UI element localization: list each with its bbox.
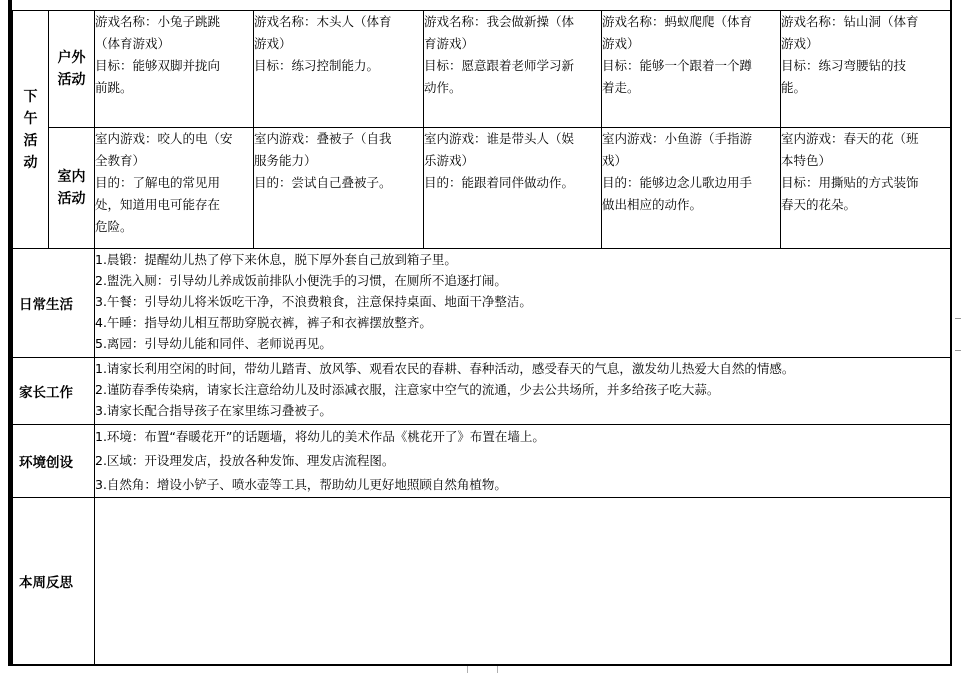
outdoor-game-cell (95, 11, 254, 128)
reflection-label: 本周反思 (13, 498, 95, 665)
list-item: 3.自然角：增设小铲子、喷水壶等工具，帮助幼儿更好地照顾自然角植物。 (95, 477, 507, 492)
indoor-game-cell (781, 128, 951, 249)
cell-line: 目标：用撕贴的方式装饰 (781, 175, 919, 190)
outdoor-game-cell (254, 11, 424, 128)
cell-line: 游戏） (602, 36, 640, 51)
reflection-row (13, 498, 951, 665)
label-char: 活 (23, 132, 38, 149)
cell-line: 前跳。 (95, 80, 133, 95)
cell-line: 游戏名称：蚂蚁爬爬（体育 (602, 14, 753, 29)
outdoor-game-cell (602, 11, 781, 128)
label-line: 户外 (57, 50, 86, 66)
label-line: 活动 (57, 191, 86, 207)
cell-line: 服务能力） (254, 153, 317, 168)
outdoor-activities-row (13, 11, 951, 128)
cell-line: 室内游戏：春天的花（班 (781, 131, 919, 146)
list-item: 1.环境：布置“春暖花开”的话题墙，将幼儿的美术作品《桃花开了》布置在墙上。 (95, 429, 545, 444)
indoor-game-cell (95, 128, 254, 249)
indoor-game-cell (424, 128, 602, 249)
cell-line: 动作。 (424, 80, 462, 95)
label-char: 动 (23, 154, 38, 171)
cell-line: 目标：练习弯腰钻的技 (781, 58, 907, 73)
cell-line: 能。 (781, 80, 807, 95)
list-item: 4.午睡：指导幼儿相互帮助穿脱衣裤，裤子和衣裤摆放整齐。 (95, 315, 432, 330)
list-item: 2.盥洗入厕：引导幼儿养成饭前排队小便洗手的习惯，在厕所不追逐打闹。 (95, 273, 507, 288)
outdoor-game-cell (781, 11, 951, 128)
cell-line: 游戏） (254, 36, 292, 51)
cell-line: 室内游戏：咬人的电（安 (95, 131, 233, 146)
margin-tick-mark (955, 350, 961, 351)
margin-tick-mark (955, 318, 961, 319)
cell-line: 室内游戏：叠被子（自我 (254, 131, 392, 146)
label-line: 活动 (57, 72, 86, 88)
list-item: 3.午餐：引导幼儿将米饭吃干净，不浪费粮食，注意保持桌面、地面干净整洁。 (95, 294, 532, 309)
cell-line: 游戏名称：木头人（体育 (254, 14, 392, 29)
environment-list (95, 425, 951, 498)
indoor-activities-label (49, 128, 95, 249)
afternoon-activities-label (13, 11, 49, 249)
list-item: 2.区域：开设理发店，投放各种发饰、理发店流程图。 (95, 453, 395, 468)
environment-label: 环境创设 (13, 425, 95, 498)
cell-line: 戏） (602, 153, 628, 168)
label-char: 午 (23, 110, 38, 127)
cell-line: 游戏名称：钻山洞（体育 (781, 14, 919, 29)
environment-row (13, 425, 951, 498)
cell-line: 目标：能够双脚并拢向 (95, 58, 221, 73)
cell-line: 着走。 (602, 80, 640, 95)
cell-line: 处，知道用电可能存在 (95, 197, 221, 212)
indoor-activities-row (13, 128, 951, 249)
weekly-plan-table (12, 10, 951, 665)
reflection-content[interactable] (95, 498, 951, 665)
list-item: 3.请家长配合指导孩子在家里练习叠被子。 (95, 403, 332, 418)
cell-line: 游戏名称：我会做新操（体 (424, 14, 575, 29)
cell-line: 目的：尝试自己叠被子。 (254, 175, 392, 190)
cell-line: 目标：能够一个跟着一个蹲 (602, 58, 753, 73)
cell-line: 室内游戏：小鱼游（手指游 (602, 131, 753, 146)
outdoor-activities-label (49, 11, 95, 128)
cell-line: （体育游戏） (95, 36, 171, 51)
cell-line: 全教育） (95, 153, 146, 168)
cell-line: 春天的花朵。 (781, 197, 857, 212)
list-item: 1.请家长利用空闲的时间，带幼儿踏青、放风筝、观看农民的春耕、春种活动，感受春天的气息，激发幼儿热爱大自然的情感。 (95, 361, 795, 376)
list-item: 5.离园：引导幼儿能和同伴、老师说再见。 (95, 336, 332, 351)
label-line: 室内 (57, 169, 86, 185)
cell-line: 目的：能跟着同伴做动作。 (424, 175, 575, 190)
cell-line: 目标：愿意跟着老师学习新 (424, 58, 575, 73)
parent-work-label: 家长工作 (13, 358, 95, 425)
cell-line: 游戏名称：小兔子跳跳 (95, 14, 221, 29)
cell-line: 室内游戏：谁是带头人（娱 (424, 131, 575, 146)
daily-life-row (13, 249, 951, 358)
cell-line: 育游戏） (424, 36, 475, 51)
indoor-game-cell (602, 128, 781, 249)
page-footer-mark (467, 666, 468, 673)
cell-line: 乐游戏） (424, 153, 475, 168)
label-char: 下 (23, 88, 38, 105)
list-item: 2.谨防春季传染病，请家长注意给幼儿及时添减衣服，注意家中空气的流通，少去公共场所，并多给孩子吃大蒜。 (95, 382, 720, 397)
page-footer-mark (497, 666, 498, 673)
parent-work-row (13, 358, 951, 425)
outdoor-game-cell (424, 11, 602, 128)
cell-line: 做出相应的动作。 (602, 197, 703, 212)
parent-work-list (95, 358, 951, 425)
cell-line: 目的：了解电的常见用 (95, 175, 221, 190)
indoor-game-cell (254, 128, 424, 249)
cell-line: 游戏） (781, 36, 819, 51)
daily-life-label: 日常生活 (13, 249, 95, 358)
cell-line: 危险。 (95, 219, 133, 234)
cell-line: 本特色） (781, 153, 832, 168)
list-item: 1.晨锻：提醒幼儿热了停下来休息，脱下厚外套自己放到箱子里。 (95, 252, 457, 267)
daily-life-list (95, 249, 951, 358)
cell-line: 目标：练习控制能力。 (254, 58, 380, 73)
cell-line: 目的：能够边念儿歌边用手 (602, 175, 753, 190)
